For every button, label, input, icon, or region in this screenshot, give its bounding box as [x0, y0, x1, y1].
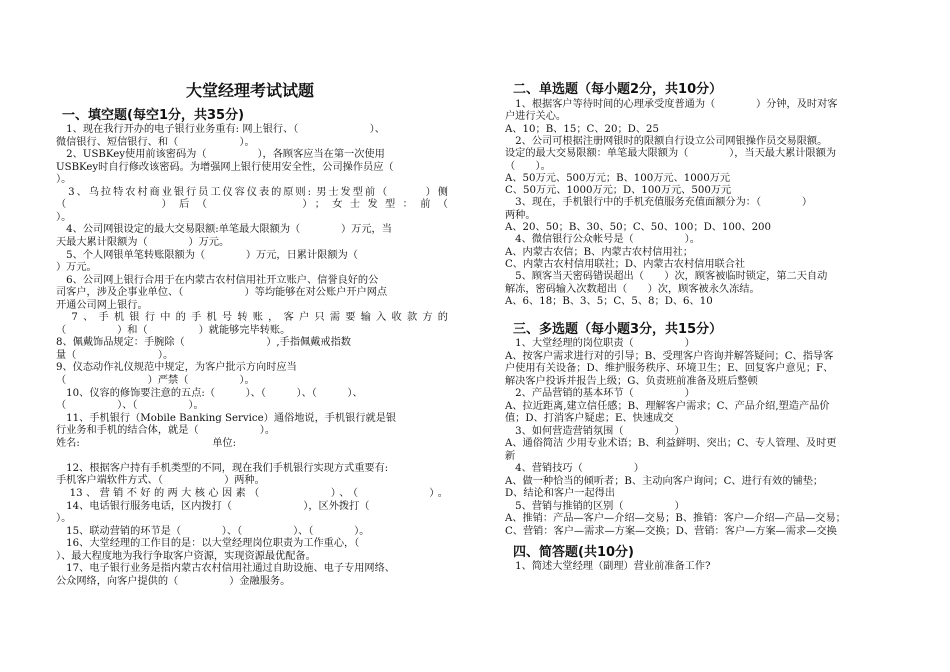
question-line: 11、手机银行（Mobile Banking Service）通俗地说，手机银行就是银	[56, 412, 397, 424]
question-line: D、结论和客户一起得出	[505, 488, 616, 499]
question-line: 户使用有关设备；D、维护服务秩序、环境卫生；E、回复客户意见；F、	[505, 363, 834, 374]
question-line: 开通公司网上银行。	[56, 299, 148, 311]
question-line: 设定的最大交易限额：单笔最大限额为（ ），当天最大累计限额为	[505, 148, 837, 160]
question-line: 7、手机银行中的手机号转账，客户只需要输入收款方的	[56, 312, 448, 324]
question-line: 1、根据客户等待时间的心理承受度普通为（ ）分钟，及时对客	[505, 99, 838, 110]
question-line: C、50万元、1000万元；D、100万元、500万元	[505, 185, 732, 197]
question-line: 天最大累计限额为（ ）万元。	[56, 236, 230, 248]
question-line: 两种。	[505, 209, 536, 221]
question-line: C、营销：客户—需求—方案—交换；D、营销：客户—方案—需求—交换	[505, 525, 837, 537]
question-line: 15、联动营销的环节是（ ）、（ ）、（ ）。	[56, 525, 370, 537]
question-line: 5、营销与推销的区别（ ）	[505, 500, 685, 512]
question-line: 量（ ）。	[56, 349, 174, 361]
question-line: 16、大堂经理的工作目的是：以大堂经理岗位职责为工作重心，（	[56, 538, 360, 550]
section-multi-choice-heading: 三、多选题（每小题3分，共15分）	[513, 322, 723, 337]
question-line: A、做一种恰当的倾听者；B、主动向客户询问；C、进行有效的铺垫；	[505, 475, 824, 487]
question-line: 解冻，密码输入次数超出（ ）次，顾客被永久冻结。	[505, 283, 760, 295]
question-line: 8、佩戴饰品规定：手腕除（ ）,手指佩戴戒指数	[56, 337, 351, 349]
question-line: （ ）和（ ）就能够完毕转账。	[56, 324, 291, 336]
question-line: （ ）严禁（ ）。	[56, 375, 255, 386]
question-line: 行业务和手机的结合体，就是（ ）。	[56, 425, 276, 437]
question-line: A、拉近距离,建立信任感；B、理解客户需求；C、产品介绍,塑造产品价	[505, 400, 830, 412]
question-line: ）、最大程度地为我行争取客户资源，实现资源最优配备。	[56, 550, 316, 562]
question-line: ）。	[56, 211, 72, 223]
question-line: 新	[505, 450, 516, 462]
question-line: 3、乌拉特农村商业银行员工仪容仪表的原则: 男士发型前（ ）侧	[56, 186, 448, 198]
question-line: （ ）、（ ）。	[56, 400, 204, 412]
question-line: 13、营销不好的两大核心因素（ ）、（ ）。	[56, 487, 448, 499]
question-line: 10、仪容的修饰要注意的五点:（ ）、（ ）、（ ）、	[56, 387, 363, 399]
question-line: ）。	[56, 513, 72, 525]
question-line: USBKey时自行修改该密码。为增强网上银行使用安全性，公司操作员应（	[56, 161, 394, 173]
question-line: 14、电话银行服务电话，区内拨打（ ），区外拨打（	[56, 500, 370, 512]
question-line: A、按客户需求进行对的引导；B、受理客户咨询并解答疑问；C、指导客	[505, 350, 834, 362]
question-line: 手机客户端软件方式、（ ）两种。	[56, 475, 265, 487]
question-line: 3、如何营造营销氛围（ ）	[505, 425, 685, 437]
question-line: A、10；B、15；C、20；D、25	[505, 123, 659, 135]
question-line: （ ）后（ ）；女士发型：前（	[56, 199, 448, 211]
question-line: 4、公司网银设定的最大交易限额:单笔最大限额为（ ）万元，当	[56, 224, 392, 236]
question-line: ）。	[56, 174, 72, 186]
question-line: A、通俗简洁 少用专业术语；B、利益鲜明、突出；C、专人管理、及时更	[505, 438, 837, 449]
question-line: A、20、50；B、30、50；C、50、100；D、100、200	[505, 222, 772, 233]
question-line: 1、大堂经理的岗位职责（ ）	[505, 338, 695, 349]
question-line: 3、现在，手机银行中的手机充值服务充值面额分为：（ ）	[505, 197, 813, 209]
question-line: 1、简述大堂经理（副理）营业前准备工作?	[505, 561, 711, 572]
question-line: 2、产品营销的基本环节（ ）	[505, 388, 695, 399]
question-line: 17、电子银行业务是指内蒙古农村信用社通过自助设施、电子专用网络、	[56, 563, 395, 575]
question-line: 姓名: 单位:	[56, 437, 237, 449]
section-short-answer-heading: 四、简答题(共10分)	[513, 545, 634, 560]
question-line: 值；D、打消客户疑虑；E、快速成交	[505, 413, 674, 424]
section-fill-in-heading: 一、填空题(每空1分，共35分)	[62, 108, 245, 123]
question-line: 12、根据客户持有手机类型的不同，现在我们手机银行实现方式重要有:	[56, 462, 389, 474]
question-line: A、50万元、500万元；B、100万元、1000万元	[505, 172, 731, 184]
question-line: 4、微信银行公众帐号是（ ）。	[505, 234, 700, 246]
question-line: A、推销：产品—客户—介绍—交易；B、推销：客户—介绍—产品—交易；	[505, 513, 846, 524]
exam-title: 大堂经理考试试题	[186, 81, 315, 100]
section-single-choice-heading: 二、单选题（每小题2分，共10分）	[513, 82, 723, 97]
question-line: （ ）。	[505, 160, 551, 172]
question-line: 微信银行、短信银行、和（ ）。	[56, 136, 255, 148]
question-line: 公众网络，向客户提供的（ ）金融服务。	[56, 575, 291, 587]
question-line: ）万元。	[56, 262, 97, 274]
question-line: 户进行关心。	[505, 111, 567, 123]
question-line: 5、个人网银单笔转账限额为（ ）万元，日累计限额为（	[56, 249, 358, 261]
question-line: 4、营销技巧（ ）	[505, 463, 644, 474]
question-line: A、6、18；B、3、5；C、5、8；D、6、10	[505, 295, 713, 307]
question-line: 司客户，涉及企事业单位、（ ）等均能够在对公账户开户网点	[56, 287, 388, 299]
question-line: 9、仪态动作礼仪规范中规定，为客户批示方向时应当	[56, 362, 297, 374]
question-line: 6、公司网上银行合用于在内蒙古农村信用社开立账户、信誉良好的公	[56, 274, 379, 286]
question-line: C、内蒙古农村信用联社；D、内蒙古农村信用联合社	[505, 258, 746, 270]
question-line: A、内蒙古农信；B、内蒙古农村信用社；	[505, 246, 694, 258]
question-line: 2、USBKey使用前该密码为（ ），各顾客应当在第一次使用	[56, 149, 385, 161]
question-line: 解决客户投诉并报告上级；G、负责班前准备及班后整顿	[505, 375, 758, 387]
question-line: 2、公司可根据注册网银时的限额自行设立公司网银操作员交易限额。	[505, 135, 828, 147]
question-line: 1、现在我行开办的电子银行业务重有: 网上银行、（ ）、	[56, 124, 385, 135]
question-line: 5、顾客当天密码错误超出（ ）次，顾客被临时锁定，第二天自动	[505, 271, 828, 283]
